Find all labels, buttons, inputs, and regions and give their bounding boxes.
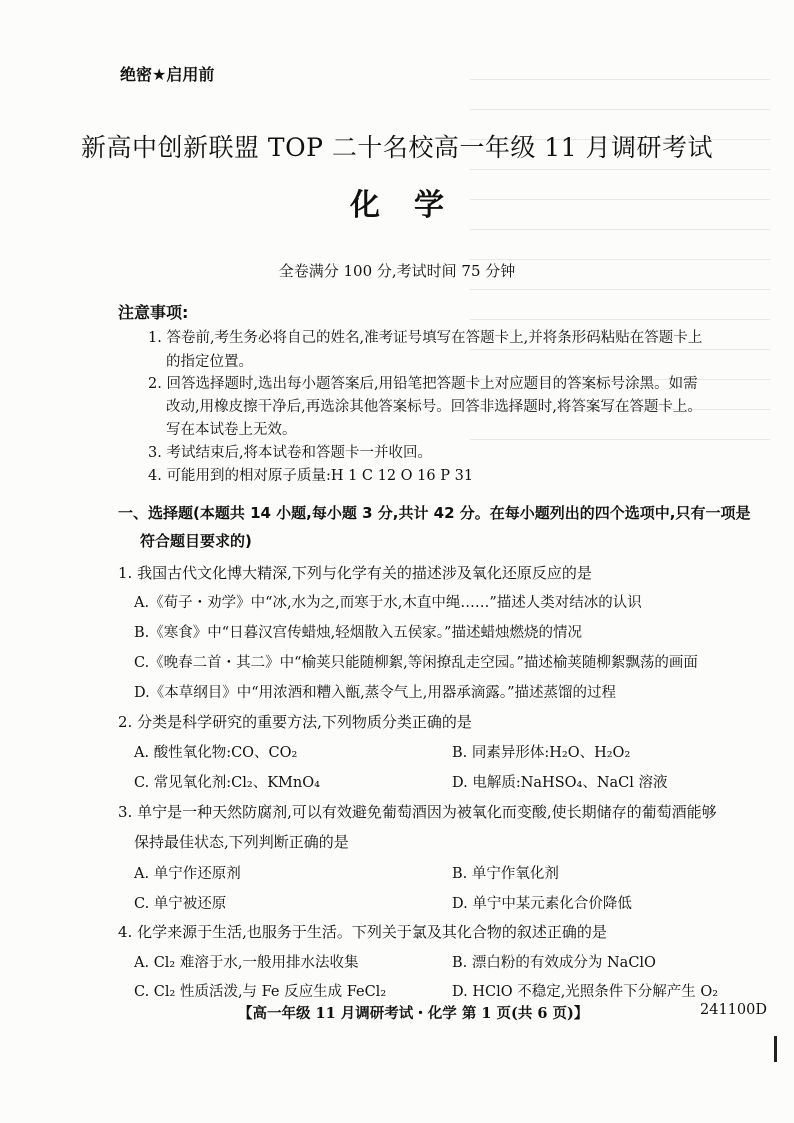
question-3-stem-cont: 保持最佳状态,下列判断正确的是 — [134, 833, 349, 851]
notice-line: 1. 答卷前,考生务必将自己的姓名,准考证号填写在答题卡上,并将条形码粘贴在答题卡上 — [148, 330, 703, 346]
question-2-stem: 2. 分类是科学研究的重要方法,下列物质分类正确的是 — [118, 713, 472, 731]
notice-line: 3. 考试结束后,将本试卷和答题卡一并收回。 — [148, 445, 433, 461]
question-1-stem: 1. 我国古代文化博大精深,下列与化学有关的描述涉及氧化还原反应的是 — [118, 564, 592, 582]
question-4-option-d: D. HClO 不稳定,光照条件下分解产生 O₂ — [452, 984, 719, 1000]
question-1-option-a: A.《荀子・劝学》中“冰,水为之,而寒于水,木直中绳……”描述人类对结冰的认识 — [134, 595, 642, 611]
question-4-stem: 4. 化学来源于生活,也服务于生活。下列关于氯及其化合物的叙述正确的是 — [118, 923, 607, 941]
question-2-option-c: C. 常见氧化剂:Cl₂、KMnO₄ — [134, 775, 320, 791]
section-heading-cont: 符合题目要求的) — [140, 532, 252, 550]
question-4-option-a: A. Cl₂ 难溶于水,一般用排水法收集 — [134, 955, 359, 971]
question-3-option-c: C. 单宁被还原 — [134, 896, 227, 912]
subject-title: 化学 — [350, 188, 478, 223]
question-3-stem: 3. 单宁是一种天然防腐剂,可以有效避免葡萄酒因为被氧化而变酸,使长期储存的葡萄酒能够 — [118, 803, 717, 821]
question-2-option-b: B. 同素异形体:H₂O、H₂O₂ — [452, 745, 631, 761]
notice-line: 4. 可能用到的相对原子质量:H 1 C 12 O 16 P 31 — [148, 468, 474, 484]
secret-label: 绝密★启用前 — [120, 65, 215, 84]
question-1-option-d: D.《本草纲目》中“用浓酒和糟入甑,蒸令气上,用器承滴露。”描述蒸馏的过程 — [134, 685, 617, 701]
question-4-option-c: C. Cl₂ 性质活泼,与 Fe 反应生成 FeCl₂ — [134, 984, 387, 1000]
question-2-option-a: A. 酸性氧化物:CO、CO₂ — [134, 745, 298, 761]
page-footer: 【高一年级 11 月调研考试・化学 第 1 页(共 6 页)】 — [238, 1005, 589, 1022]
scan-edge-mark — [774, 1036, 777, 1062]
section-heading: 一、选择题(本题共 14 小题,每小题 3 分,共计 42 分。在每小题列出的四个选项中,只有一项是 — [118, 504, 751, 522]
notice-line: 写在本试卷上无效。 — [166, 422, 297, 438]
question-1-option-b: B.《寒食》中“日暮汉宫传蜡烛,轻烟散入五侯家。”描述蜡烛燃烧的情况 — [134, 625, 582, 641]
question-2-option-d: D. 电解质:NaHSO₄、NaCl 溶液 — [452, 775, 668, 791]
score-time-line: 全卷满分 100 分,考试时间 75 分钟 — [278, 262, 516, 280]
notice-line: 的指定位置。 — [166, 354, 253, 370]
question-1-option-c: C.《晚春二首・其二》中“榆荚只能随柳絮,等闲撩乱走空园。”描述榆荚随柳絮飘荡的画面 — [134, 655, 698, 671]
question-3-option-a: A. 单宁作还原剂 — [134, 866, 241, 882]
notice-line: 2. 回答选择题时,选出每小题答案后,用铅笔把答题卡上对应题目的答案标号涂黑。如需 — [148, 376, 698, 392]
question-4-option-b: B. 漂白粉的有效成分为 NaClO — [452, 955, 656, 971]
exam-title: 新高中创新联盟 TOP 二十名校高一年级 11 月调研考试 — [80, 133, 714, 162]
notice-line: 改动,用橡皮擦干净后,再选涂其他答案标号。回答非选择题时,将答案写在答题卡上。 — [166, 399, 702, 415]
notice-heading: 注意事项: — [118, 303, 189, 322]
question-3-option-d: D. 单宁中某元素化合价降低 — [452, 896, 632, 912]
exam-code: 241100D — [700, 1002, 767, 1018]
question-3-option-b: B. 单宁作氧化剂 — [452, 866, 559, 882]
